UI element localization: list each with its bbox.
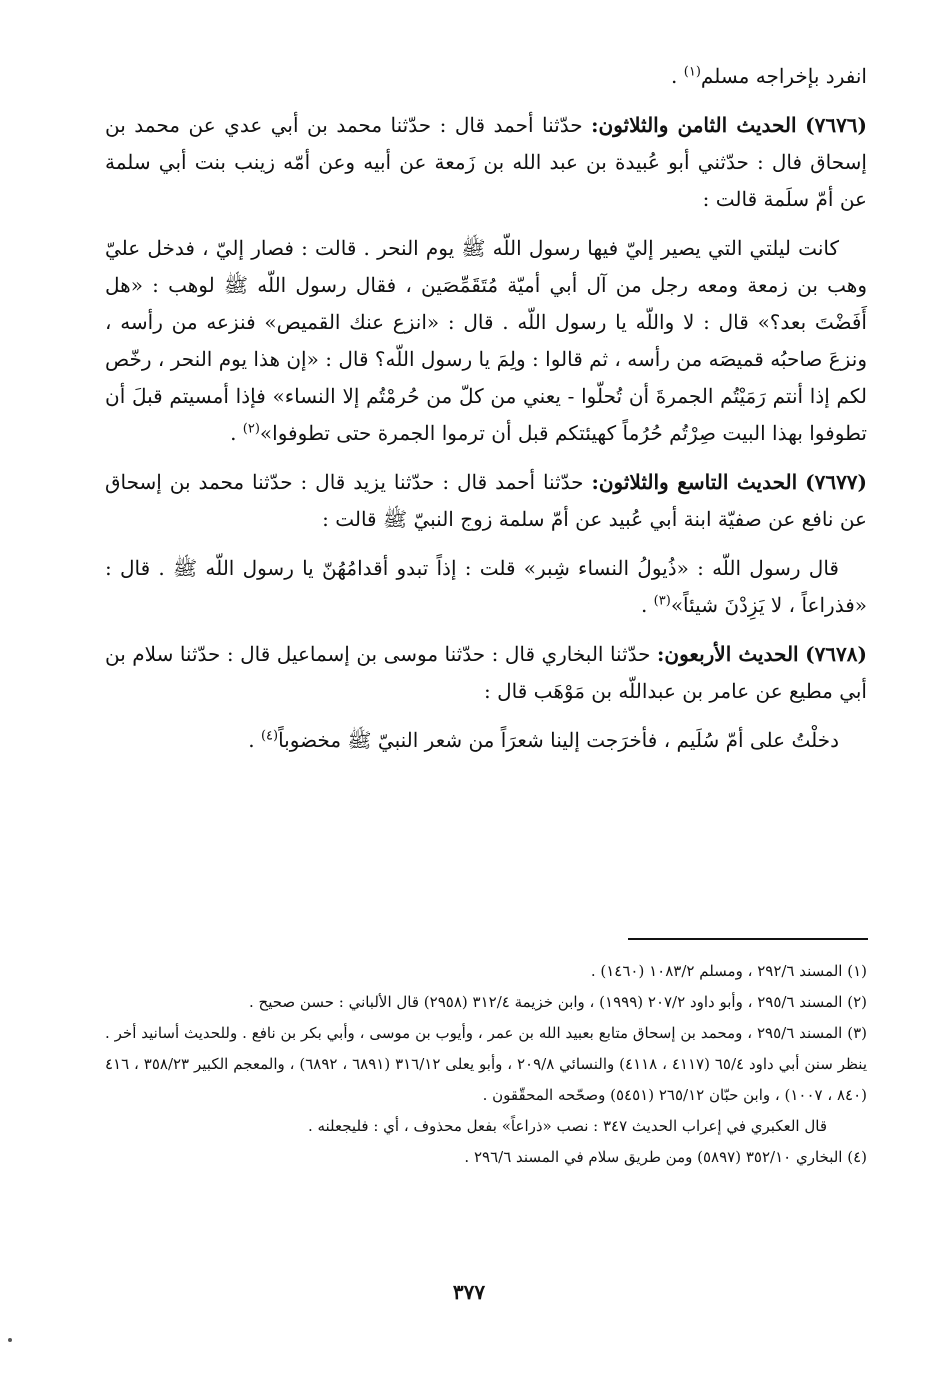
hadith-7678-matn-text: دخلْتُ على أمّ سُلَيم ، فأخرَجت إلينا شعرَاً من شعر النبيّ ﷺ مخضوباً bbox=[278, 728, 839, 752]
page-body bbox=[105, 58, 867, 759]
footnote-1: (١) المسند ٢٩٢/٦ ، ومسلم ١٠٨٣/٢ (١٤٦٠) . bbox=[590, 962, 867, 980]
hadith-7676-matn-text: كانت ليلتي التي يصير إليّ فيها رسول اللّه ﷺ يوم النحر . قالت : فصار إليّ ، فدخل عليّ وهب بن زمعة ومعه رجل من آل أبي أميّة مُتَقَمِّصَين ، فقال رسول اللّه ﷺ لوهب : «هل أَفَضْتَ بعد؟» قال : لا واللّه يا رسول اللّه . قال : «انزع عنك القميص» فنزعه من رأسه ، ونزعَ صاحبُه قميصَه من رأسه ، ثم قالوا : ولِمَ يا رسول اللّه؟ قال : «إن هذا يوم النحر ، رخّص لكم إذا أنتم رَمَيْتُم الجمرةَ أن تُحلّوا - يعني من كلّ من حُرمْتُم إلا النساء» فإذا أمسيتم قبلَ أن تطوفوا بهذا البيت صِرْتُم حُرُماً كهيئتكم قبل أن ترموا الجمرة حتى تطوفوا» bbox=[105, 236, 867, 445]
hadith-7676-title: الحديث الثامن والثلاثون: bbox=[591, 113, 797, 137]
hadith-7678-end: . bbox=[248, 728, 261, 752]
hadith-7678-title: الحديث الأربعون: bbox=[657, 642, 799, 666]
hadith-7676-matn bbox=[105, 230, 867, 452]
footnote-4: (٤) البخاري ٣٥٢/١٠ (٥٨٩٧) ومن طريق سلام في المسند ٢٩٦/٦ . bbox=[464, 1148, 867, 1166]
footnote-3-continuation: قال العكبري في إعراب الحديث ٣٤٧ : نصب «ذراعاً» بفعل محذوف ، أي : فليجعلنه . bbox=[307, 1117, 827, 1135]
footnote-separator bbox=[628, 938, 868, 940]
intro-line bbox=[105, 58, 867, 95]
hadith-7678-isnad bbox=[105, 636, 867, 710]
intro-end: . bbox=[671, 64, 684, 88]
hadith-7676-number: (٧٦٧٦) bbox=[805, 113, 868, 137]
footnotes bbox=[105, 956, 867, 1173]
hadith-7677-matn-text: قال رسول اللّه : «ذُيولُ النساء شِبر» قلت : إذاً تبدو أقدامُهُنّ يا رسول اللّه ﷺ . قال : «فذراعاً ، لا يَزِدْنَ شيئاً» bbox=[105, 556, 867, 617]
scan-speck bbox=[8, 1338, 12, 1342]
hadith-7676-isnad-text: حدّثنا أحمد قال : حدّثنا محمد بن أبي عدي عن محمد بن إسحاق فال : حدّثني أبو عُبيدة بن عبد الله بن زَمعة عن أبيه وعن أمّه زينب بنت أبي سلمة عن أمّ سلَمة قالت : bbox=[105, 113, 867, 211]
footnote-2: (٢) المسند ٢٩٥/٦ ، وأبو داود ٢٠٧/٢ (١٩٩٩) ، وابن خزيمة ٣١٢/٤ (٢٩٥٨) قال الألباني : حسن صحيح . bbox=[248, 993, 867, 1011]
page-number: ٣٧٧ bbox=[452, 1280, 486, 1304]
hadith-7677-number: (٧٦٧٧) bbox=[805, 470, 868, 494]
footnote-ref-4[interactable]: (٤) bbox=[260, 728, 279, 744]
hadith-7677-isnad bbox=[105, 464, 867, 538]
footnote-ref-3[interactable]: (٣) bbox=[653, 593, 671, 609]
hadith-7677-title: الحديث التاسع والثلاثون: bbox=[591, 470, 798, 494]
hadith-7678-matn bbox=[105, 722, 867, 759]
hadith-7677-isnad-text: حدّثنا أحمد قال : حدّثنا يزيد قال : حدّثنا محمد بن إسحاق عن نافع عن صفيّة ابنة أبي عُبيد عن أمّ سلمة زوج النبيّ ﷺ قالت : bbox=[105, 470, 867, 531]
hadith-7678-number: (٧٦٧٨) bbox=[805, 642, 867, 666]
hadith-7677-end: . bbox=[640, 593, 654, 617]
footnote-ref-1[interactable]: (١) bbox=[683, 64, 701, 80]
hadith-7677-matn bbox=[105, 550, 867, 624]
intro-text: انفرد بإخراجه مسلم bbox=[700, 64, 867, 88]
hadith-7678-isnad-text: حدّثنا البخاري قال : حدّثنا موسى بن إسماعيل قال : حدّثنا سلام بن أبي مطيع عن عامر بن عبداللّه بن مَوْهَب قال : bbox=[105, 642, 867, 703]
hadith-7676-isnad bbox=[105, 107, 867, 218]
hadith-7676-end: . bbox=[230, 421, 243, 445]
footnote-ref-2[interactable]: (٢) bbox=[242, 421, 260, 437]
footnote-3: (٣) المسند ٢٩٥/٦ ، ومحمد بن إسحاق متابع بعبيد الله بن عمر ، وأيوب بن موسى ، وأبي بكر بن نافع . وللحديث أسانيد أخر . ينظر سنن أبي داود ٦٥/٤ (٤١١٧ ، ٤١١٨) والنسائي ٢٠٩/٨ ، وأبو يعلى ٣١٦/١٢ (٦٨٩١ ، ٦٨٩٢) ، والمعجم الكبير ٣٥٨/٢٣ ، ٤١٦ (٨٤٠ ، ١٠٠٧) ، وابن حبّان ٢٦٥/١٢ (٥٤٥١) وصحّحه المحقّقون . bbox=[105, 1024, 867, 1104]
